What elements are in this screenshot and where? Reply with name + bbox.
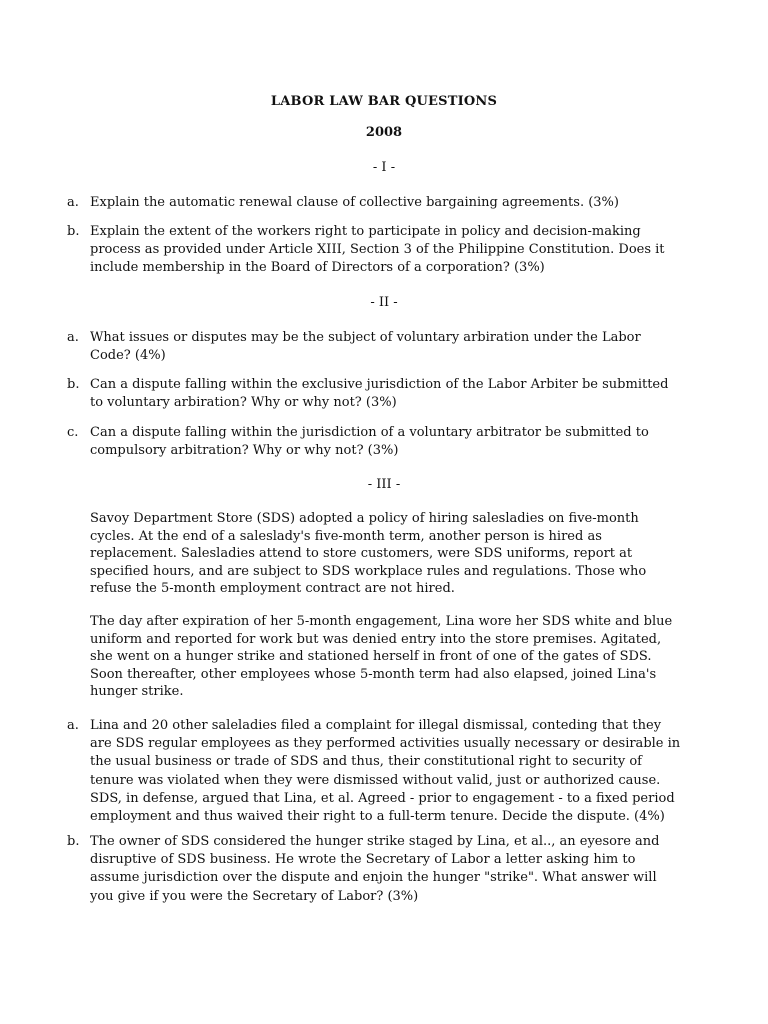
question-text: Explain the automatic renewal clause of collective bargaining agreements. (3%) (90, 195, 619, 210)
question-marker: b. (67, 377, 80, 392)
scenario-paragraph-2: The day after expiration of her 5-month engagement, Lina wore her SDS white and blue uniform and reported for work but was denied entry into the store premises. Agitated, she went on a hunger strike and stationed herself in front of one of the gates of SDS. Soon thereafter, other employees whose 5-month term had also elapsed, joined Lina's hunger strike. (90, 614, 673, 700)
question-marker: a. (67, 718, 79, 733)
section-heading-3: - III - (367, 477, 401, 492)
section-heading-2: - II - (370, 295, 398, 310)
question-marker: b. (67, 834, 80, 849)
question-text: What issues or disputes may be the subject of voluntary arbiration under the Labor Code? (4%) (90, 330, 641, 364)
question-2b (67, 376, 687, 412)
question-marker: a. (67, 195, 79, 210)
question-1a (67, 194, 687, 212)
question-3b (67, 833, 687, 906)
document-year: 2008 (365, 125, 403, 140)
question-marker: b. (67, 224, 80, 239)
question-1b (67, 223, 687, 278)
question-3a (67, 717, 687, 826)
question-2c (67, 424, 687, 460)
question-text: The owner of SDS considered the hunger strike staged by Lina, et al.., an eyesore and disruptive of SDS business. He wrote the Secretary of Labor a letter asking him to assume jurisdiction over the dispute and enjoin the hunger "strike". What answer will you give if you were the Secretary of Labor? (3%) (90, 834, 660, 904)
question-marker: a. (67, 330, 79, 345)
question-marker: c. (67, 425, 79, 440)
section-heading-1: - I - (372, 160, 396, 175)
document-title: LABOR LAW BAR QUESTIONS (270, 94, 498, 109)
scenario-paragraph-1: Savoy Department Store (SDS) adopted a policy of hiring salesladies on five-month cycles. At the end of a saleslady's five-month term, another person is hired as replacement. Salesladies attend to store customers, were SDS uniforms, report at specified hours, and are subject to SDS workplace rules and regulations. Those who refuse the 5-month employment contract are not hired. (90, 511, 647, 597)
question-2a (67, 329, 687, 365)
question-text: Explain the extent of the workers right to participate in policy and decision-making process as provided under Article XIII, Section 3 of the Philippine Constitution. Does it include membership in the Board of Directors of a corporation? (3%) (90, 224, 665, 276)
question-text: Can a dispute falling within the jurisdiction of a voluntary arbitrator be submitted to compulsory arbitration? Why or why not? (3%) (90, 425, 649, 459)
question-text: Can a dispute falling within the exclusive jurisdiction of the Labor Arbiter be submitted to voluntary arbiration? Why or why not? (3%) (90, 377, 669, 411)
question-text: Lina and 20 other saleladies filed a complaint for illegal dismissal, conteding that they are SDS regular employees as they performed activities usually necessary or desirable in the usual business or trade of SDS and thus, their constitutional right to security of tenure was violated when they were dismissed without valid, just or authorized cause. SDS, in defense, argued that Lina, et al. Agreed - prior to engagement - to a fixed period employment and thus waived their right to a full-term tenure. Decide the dispute. (4%) (90, 718, 681, 825)
